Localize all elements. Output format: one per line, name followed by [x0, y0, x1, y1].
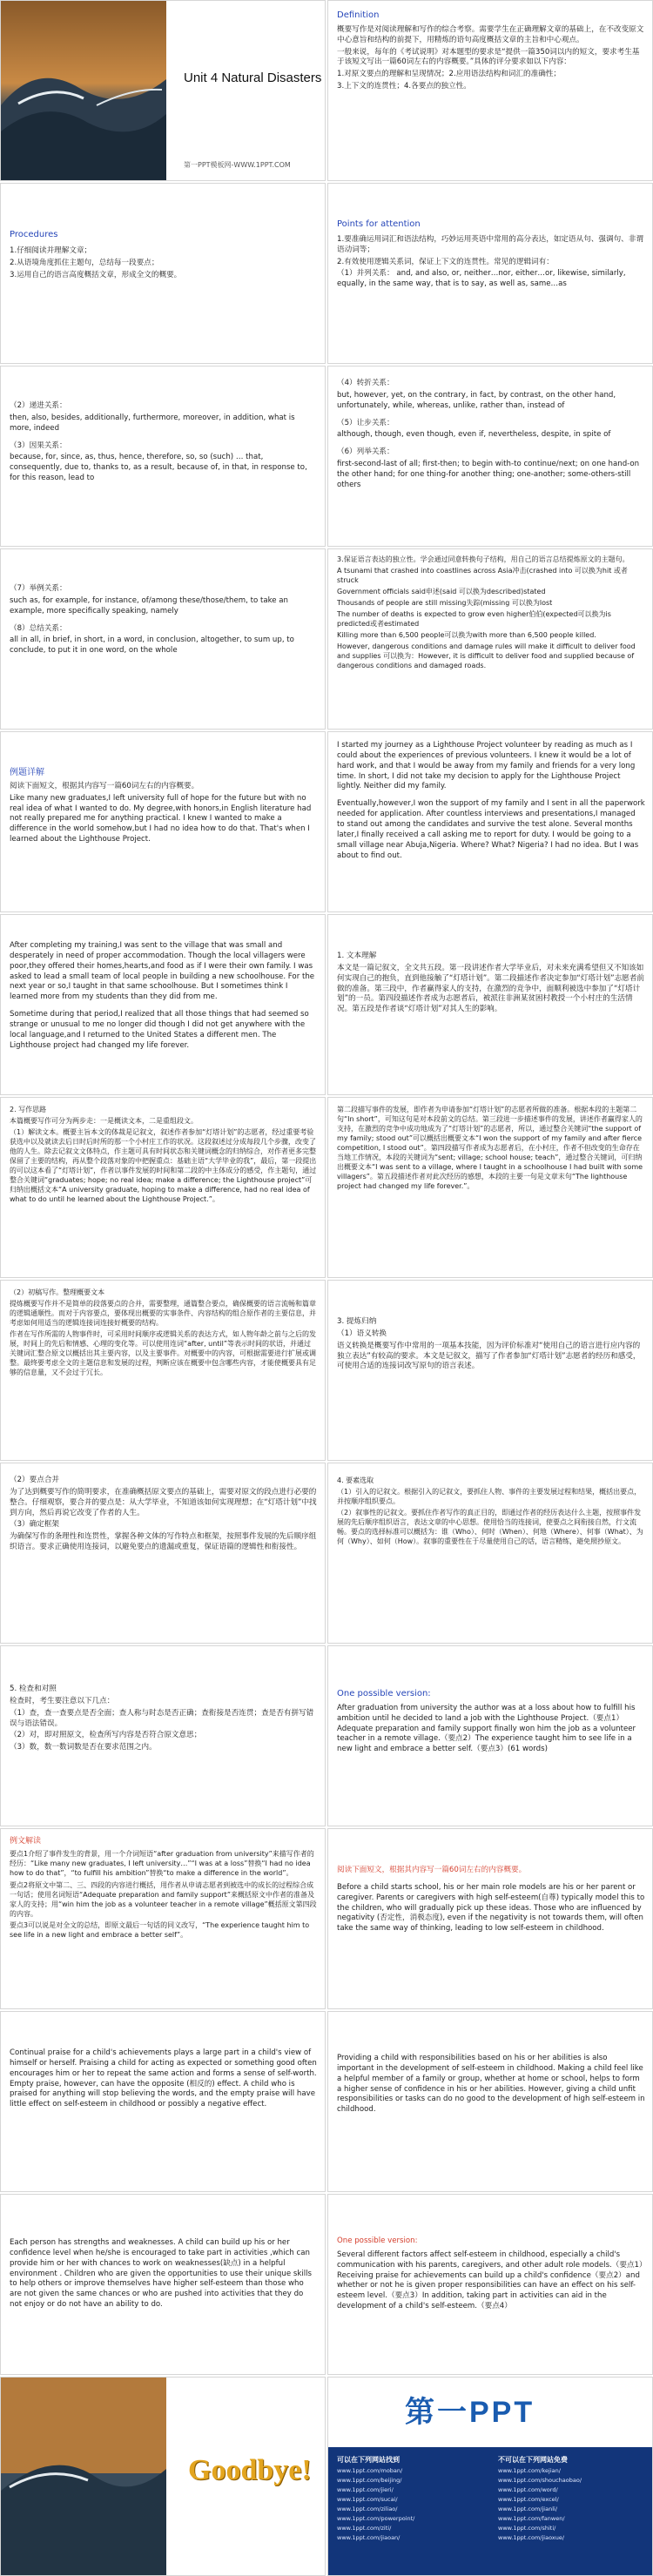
footer-link[interactable]: www.1ppt.com/word/ — [498, 2485, 558, 2493]
tips1-slide — [0, 1828, 326, 2009]
steps-line: 作者在写作所需的人物事件时，可采用时间顺序或逻辑关系的表达方式，如人物年龄之前与之后的发展，时间上的先后和情感、心理的变化等。可以使用连词“after, until”等表示时间的状语，并通过关键词汇整合原文以概括出其主要内容，以及主要事件。对概要中的内容，可根据需要进行扩展或调整。最终要考虑全文的主题信息和发展的过程，判断应该在概要中包含哪些内容，才能使概要具有足够的信息量，又不会过于冗长。 — [10, 1330, 316, 1377]
tips1-heading: 例文解读 — [10, 1837, 42, 1846]
relation-label: （6）列举关系： — [337, 447, 394, 457]
footer-link[interactable]: www.1ppt.com/ziti/ — [337, 2524, 392, 2532]
goodbye-wave-image — [1, 2378, 166, 2576]
relation-label: （3）因果关系： — [10, 441, 67, 450]
cover-slide — [0, 0, 326, 181]
attention-line: （1）并列关系： and, and also, or, neither…nor, either…or, likewise, similarly, equally, in the same way, that is to say, as well as, same…as — [337, 269, 626, 289]
story-paragraph: After completing my training,I was sent to the village that was small and desperately in need of proper accommodation. Though the local villagers were poor,they offered their homes,hearts,and food as if I were their own family. I was asked to lead a small team of local people in building a new schoolhouse. For the next year or so,I taught in that same schoolhouse. But I sometimes think I learned more from my students than they did from me. — [10, 941, 315, 1002]
steps-line: （2）叙事性的记叙文。要抓住作者写作的真正目的，即通过作者的经历表达什么主题，按照事件发展的先后顺序组织语言，表达文章的中心思想。使用恰当的连接词，使要点之间衔接自然，行文流畅。要点的选择标准可以概括为：谁（Who）、何时（When）、何地（Where）、何事（What）、为何（Why）、如何（How）。叙事的重要性在于尽量使用自己的话，语言精练，避免照抄原文。 — [337, 1509, 643, 1546]
relation-label: （2）递进关系： — [10, 401, 67, 410]
relation-words: first-second-last of all; first-then; to begin with-to continue/next; on one hand-on the other hand; for one thing-for another thing; one-another; some-others-still others — [337, 460, 640, 489]
tips1-line: 要点3可以说是对全文的总结，即原文最后一句话的同义改写，“The experience taught him to see life in a new light and embrace a better self”。 — [10, 1920, 310, 1939]
steps-line: 提炼概要写作并不是简单的段落要点的合并，需要整理，通篇整合要点，确保概要的语言流畅和篇章的逻辑通顺性。而对于内容要点，要体现出概要的实事条件、内容结构的组合原作者的主要信息，并考虑如何用适当的逻辑连接词连接好概要的结构。 — [10, 1300, 316, 1328]
definition-slide — [327, 0, 653, 181]
footer-col-1 — [337, 2454, 485, 2543]
footer-col1-heading: 可以在下列网站找到 — [337, 2456, 400, 2464]
goodbye-text: Goodbye! — [188, 2454, 312, 2486]
tsunami-wave-image — [1, 1, 166, 181]
footer-link[interactable]: www.1ppt.com/jieri/ — [337, 2485, 394, 2493]
footer-link[interactable]: www.1ppt.com/ziliao/ — [337, 2505, 398, 2512]
steps-line: 语义转换是概要写作中常用的一项基本技能，因为评价标准对“使用自己的语言进行应内容的独立表达”有较高的要求。本文是记叙文，描写了作者参加“灯塔计划”志愿者的经历和感受，可使用合适的连接词改写原句的语言表述。 — [337, 1341, 641, 1371]
story-paragraph: I started my journey as a Lighthouse Project volunteer by reading as much as I could about the experiences of previous volunteers. I knew it would be a lot of hard work, and that I would be away from my family and friends for a very long time. In short, I did not take my decision to apply for the Lighthouse Project lightly. Neither did my family. — [337, 741, 636, 791]
story-cont-slide — [327, 731, 653, 912]
check-heading: 5. 检查和对照 — [10, 1685, 57, 1693]
example1-line: 阅读下面短文，根据其内容写一篇60词左右的内容概要。 — [10, 781, 199, 790]
example2-text: Before a child starts school, his or her main role models are his or her parent or caregiver. Parents or caregivers with high self-esteem(自尊) typically model this to the children, who will gradually pick up these ideas. Those who are influenced by negativity (否定性，消极态度), even if the negativity is not towards them, will often take the same way of thinking, leading to low self-esteem in childhood. — [337, 1882, 645, 1934]
relation-label: （5）让步关系： — [337, 418, 394, 427]
point3-line: The number of deaths is expected to grow even higher伯伯(expected可以换为is predicted或者estimated — [337, 610, 611, 629]
analysis-text: 本文是一篇记叙文，全文共五段。第一段讲述作者大学毕业后，对未来充满希望但又不知该如何实现自己的抱负，直到他接触了“灯塔计划”。第二段描述作者决定参加“灯塔计划”志愿者前做的准备。第三段中，作者赢得家人的支持，在激烈的竞争中，面顺利被选中参加了“灯塔计划”的一员。第四段描述作者成为志愿者后，被派往非洲某贫困村教授一个小村庄的生活情况。第五段是作者谈“灯塔计划”对其人生的影响。 — [337, 963, 644, 1014]
example2-slide — [327, 1828, 653, 2009]
footer-link[interactable]: www.1ppt.com/jianli/ — [498, 2505, 558, 2512]
goodbye-slide — [0, 2377, 326, 2576]
answer2-heading: One possible version: — [337, 2236, 418, 2245]
steps-heading: （2）初稿写作。整理概要文本 — [10, 1288, 105, 1296]
footer-link[interactable]: www.1ppt.com/moban/ — [337, 2466, 403, 2474]
passage2a-slide — [0, 2011, 326, 2192]
footer-link[interactable]: www.1ppt.com/sucai/ — [337, 2495, 398, 2503]
passage2c-slide — [0, 2194, 326, 2375]
procedure-step: 1.仔细阅读并理解文章； — [10, 245, 92, 255]
check-line: （1）查，查一查要点是否全面；查人称与时态是否正确；查衔接是否连贯；查是否有拼写错误与语法错误。 — [10, 1708, 314, 1728]
steps-heading: 3. 提炼归纳 — [337, 1317, 377, 1326]
footer-link[interactable]: www.1ppt.com/beijing/ — [337, 2476, 402, 2484]
analysis1-slide — [327, 914, 653, 1095]
procedure-step: 2.从语境角度抓住主题句，总结每一段要点； — [10, 258, 159, 267]
attention-line: 2.有效使用逻辑关系词，保证上下文的连贯性。常见的逻辑词有： — [337, 257, 554, 266]
definition-heading: Definition — [337, 10, 380, 20]
steps-c-slide — [0, 1280, 326, 1461]
footer-col-2 — [498, 2454, 646, 2543]
steps-a-slide — [0, 1097, 326, 1278]
steps-line: 为了达到概要写作的简明要求，在准确概括原文要点的基础上，需要对原文的段点进行必要的整合。仔细观察，要合并的要点是：从大学毕业，不知道该如何实现理想；在“灯塔计划”中找到方向，然后再说它改变了作者的人生。 — [10, 1487, 317, 1517]
point3-line: A tsunami that crashed into coastlines across Asia冲击(crashed into 可以换为hit 或者struck — [337, 567, 628, 585]
relation-words: because, for, since, as, thus, hence, therefore, so, so (such) … that, consequently, due to, thanks to, as a result, because of, in that, in response to, for this reason, lead to — [10, 453, 307, 483]
attention-line: 1.要准确运用词汇和语法结构，巧妙运用英语中常用的高分表达，如定语从句、强调句、非谓语动词等； — [337, 234, 643, 254]
steps-b-slide — [327, 1097, 653, 1278]
procedures-slide — [0, 183, 326, 364]
answer2-text: Several different factors affect self-esteem in childhood, especially a child's communication with his parents, caregivers, and other adult role models.（要点1）Receiving praise for achievements can build up a child's confidence（要点2）and whether or not he is given proper responsibilities can have an effect on his self-esteem level.（要点3）In addition, taking part in activities can aid in the development of a child's self-esteem.（要点4） — [337, 2250, 643, 2311]
footer-link[interactable]: www.1ppt.com/kejian/ — [498, 2466, 561, 2474]
steps-heading: （2）要点合并 — [10, 1476, 60, 1484]
steps-line: 为确保写作的条理性和连贯性，掌握各种文体的写作特点和框架，按照事件发展的先后顺序组织语言。要求正确使用连接词，以避免要点的遗漏或重复，保证语篇的逻辑性和衔接性。 — [10, 1532, 317, 1552]
steps-f-slide — [327, 1463, 653, 1644]
example1-line: Like many new graduates,I left university full of hope for the future but with no real idea of what I wanted to do. My degree,with honors,in English literature had not really prepared me for anything practical. I knew I wanted to make a difference in the world somehow,but I had no idea how to do that. That's when I learned about the Lighthouse Project. — [10, 793, 312, 844]
steps-line: 第二段描写事件的发展，即作者为申请参加“灯塔计划”的志愿者所做的准备。根据本段的主题第二句“In short”，可知这句是对本段前文的总结。第三段进一步描述事件的发展，讲述作者赢得家人的支持，在激烈的竞争中成功地成为了“灯塔计划”的志愿者，所以，通过整合关键词“the support of my family; stood out”可以概括出概要文本“I won the support of my family and after fierce competition, I stood out”。第四段描写作者成为志愿者后，在小村庄，作者不但改变的生命存在当地工作情况，本段的关键词为“sent; village; school house; teach”，通过整合关键词，可归纳出概要文本“I was sent to a village, where I taught in a schoolhouse I had built with some villagers”。第五段描述作者对此次经历的感想，本段的主要一句是文章末句“The lighthouse project had changed my life forever.”。 — [337, 1106, 643, 1191]
check-slide — [0, 1645, 326, 1826]
example1-slide — [0, 731, 326, 912]
procedure-step: 3.运用自己的语言高度概括文章，形成全文的概要。 — [10, 270, 182, 279]
relation-label: （7）举例关系： — [10, 584, 67, 593]
relation-words: all in all, in brief, in short, in a word, in conclusion, altogether, to sum up, to conclude, to put it in one word, on the whole — [10, 636, 294, 656]
relation-label: （4）转折关系： — [337, 379, 394, 387]
footer-col2-heading: 不可以在下列网站免费 — [498, 2456, 568, 2464]
relation-words: although, though, even though, even if, nevertheless, despite, in spite of — [337, 430, 611, 440]
story-paragraph: Eventually,however,I won the support of my family and I sent in all the paperwork needed for application. After countless interviews and presentations,I managed to stand out among the candidates and survive the test alone. Several months later,I finally received a call asking me to report for duty. I would be going to a small village near Abuja,Nigeria. Where? What? Nigeria? I had no idea. But I was about to find out. — [337, 799, 645, 860]
steps-heading: （3）确定框架 — [10, 1520, 60, 1530]
footer-slide — [327, 2377, 653, 2576]
footer-link[interactable]: www.1ppt.com/shiti/ — [498, 2524, 556, 2532]
passage2b-slide — [327, 2011, 653, 2192]
footer-link[interactable]: www.1ppt.com/jiaoan/ — [337, 2533, 401, 2541]
definition-line: 概要写作是对阅读理解和写作的综合考察。需要学生在正确理解文章的基础上，在不改变原文中心意旨和结构的前提下，用精炼的语句高度概括文章的主旨和中心观点。 — [337, 24, 644, 44]
cover-site: 第一PPT模板网-WWW.1PPT.COM — [184, 161, 291, 169]
check-line: （2）对，即对照原文，检查所写内容是否符合原文意思； — [10, 1731, 202, 1740]
relation-words: then, also, besides, additionally, furthermore, moreover, in addition, what is more, indeed — [10, 413, 295, 433]
footer-link[interactable]: www.1ppt.com/fanwen/ — [498, 2514, 565, 2522]
relations-slide-b — [327, 366, 653, 547]
point3-line: Thousands of people are still missing失踪(missing 可以换为lost — [337, 599, 553, 608]
check-line: （3）数，数一数词数是否在要求范围之内。 — [10, 1743, 157, 1752]
relations-slide-c — [0, 548, 326, 730]
steps-line: （1）解读文本。概要主旨本文的体裁是记叙文，叙述作者参加“灯塔计划”的志愿者，经过重要考验获选中以及就读去后日时后时所的那一个小村庄工作的状况。这段叙述过分成每段几个步骤，改变了他的人生。除去记叙文文体特点，作主题可具有时间状态和关键词概念的归纳综合，对作者更多完整保留了主要的结构，再从整个段落对象的中把握重点：基础主语“大学毕业的我”，最后，第一段提出的可以这本看了“灯塔计划”，作者以事件发展的时间和第二段的中主体成分的感受，作主题句，通过整合关键词“graduates; hope; no real idea; make a difference; the Lighthouse project”可归纳出概括文本“A university graduate, hoping to make a difference, had no real idea of what to do until he learned about the Lighthouse Project.”。 — [10, 1128, 317, 1204]
tips1-line: 要点2将原文中第二、三、四段的内容进行概括，用作者从申请志愿者到被选中的成长的过程综合成一句话；使用名词短语“Adequate preparation and family support”来概括原文中作者的准备及家人的支持；用“win him the job as a volunteer teacher in a remote village”概括原文第四段的内容。 — [10, 1880, 317, 1918]
footer-link[interactable]: www.1ppt.com/shouchaobao/ — [498, 2476, 582, 2484]
footer-link[interactable]: www.1ppt.com/excel/ — [498, 2495, 559, 2503]
attention-heading: Points for attention — [337, 219, 421, 229]
answer1-slide — [327, 1645, 653, 1826]
steps-d-slide — [327, 1280, 653, 1461]
passage-text: Each person has strengths and weaknesses. A child can build up his or her confidence level when he/she is encouraged to take part in activities ,which can provide him or her with chances to work on weaknesses(缺点) in a helpful environment . Children who are given the opportunities to use their unique skills to help others or improve themselves have higher self-esteem than those who are not given the same chances or who are pushed into activities that they do not enjoy or do not have an ability to do. — [10, 2238, 312, 2310]
answer2-slide — [327, 2194, 653, 2375]
relation-words: but, however, yet, on the contrary, in fact, by contrast, on the other hand, unfortunately, while, whereas, unlike, rather than, instead of — [337, 390, 616, 410]
relations-slide-a — [0, 366, 326, 547]
check-line: 检查时，考生要注意以下几点： — [10, 1696, 115, 1705]
point3-line: Government officials said申述(said 可以换为described)stated — [337, 588, 546, 596]
steps-line: 本篇概要写作可分为两步走：一是概读文本，二是重组段文。 — [10, 1117, 198, 1126]
steps-line: （1）引入的记叙文。根据引入的记叙文，要抓住人物、事件的主要发展过程和结果，概括出要点，并按顺序组织要点。 — [337, 1488, 642, 1506]
relation-label: （8）总结关系： — [10, 623, 67, 633]
tips1-line: 要点1介绍了事件发生的背景，用一个介词短语“after graduation from university”来描写作者的经历：“Like many new graduates, I left university…”“I was at a loss”替换“I had no idea how to do that”，“to fulfill his ambition”替换“to make a difference in the world”。 — [10, 1850, 314, 1878]
definition-line: 1.对原文要点的理解和呈现情况；2.应用语法结构和词汇的准确性； — [337, 70, 562, 79]
footer-link[interactable]: www.1ppt.com/jiaoxue/ — [498, 2533, 565, 2541]
steps-heading: 4. 要素选取 — [337, 1476, 374, 1484]
steps-heading: （1）语义转换 — [337, 1328, 387, 1338]
steps-e-slide — [0, 1463, 326, 1644]
footer-logo: 第一PPT — [405, 2396, 535, 2429]
cover-title: Unit 4 Natural Disasters — [184, 71, 322, 85]
example1-heading: 例题详解 — [10, 768, 44, 777]
footer-link[interactable]: www.1ppt.com/powerpoint/ — [337, 2514, 415, 2522]
passage-text: Continual praise for a child's achievements plays a large part in a child's view of himself or herself. Praising a child for acting as expected or something good often encourages him or her to repeat the same action and forms a sense of self-worth. Empty praise, however, can have the opposite (相反的) effect. A child who is praised for anything will stop believing the words, and the empty praise will have little effect on self-esteem in childhood or possibly a negative effect. — [10, 2048, 317, 2109]
answer1-heading: One possible version: — [337, 1689, 431, 1698]
point3-line: Killing more than 6,500 people可以换为with more than 6,500 people killed. — [337, 631, 596, 640]
example2-heading: 阅读下面短文，根据其内容写一篇60词左右的内容概要。 — [337, 1866, 527, 1874]
story-paragraph: Sometime during that period,I realized that all those things that had seemed so strange or unusual to me no longer did though I did not get anywhere with the local language,and I returned to the United States a different men. The Lighthouse project had changed my life forever. — [10, 1010, 309, 1050]
point3-line: 3.保证语言表达的独立性。学会通过同意转换句子结构，用自己的语言总结提炼原文的主题句。 — [337, 555, 629, 563]
point3-line: However, dangerous conditions and damage rules will make it difficult to deliver food and supplies 可以换为：However, it is difficult to deliver food and supplied because of dangerous conditions and damaged roads. — [337, 642, 636, 670]
story-end-slide — [0, 914, 326, 1095]
attention-slide — [327, 183, 653, 364]
relation-words: such as, for example, for instance, of/among these/those/them, to take an example, more specifically speaking, namely — [10, 595, 288, 615]
point3-slide — [327, 548, 653, 730]
analysis-heading: 1. 文本理解 — [337, 952, 377, 960]
definition-line: 3.上下文的连贯性；4.各要点的独立性。 — [337, 82, 471, 91]
definition-line: 一般来说，每年的《考试说明》对本题型的要求是“提供一篇350词以内的短文，要求考生基于该短文写出一篇60词左右的内容概要。”具体的评分要求如以下内容： — [337, 47, 640, 67]
steps-heading: 2. 写作思路 — [10, 1106, 47, 1113]
passage-text: Providing a child with responsibilities based on his or her abilities is also important in the development of self-esteem in childhood. Making a child feel like a helpful member of a family or group, whether at home or school, helps to form a higher sense of confidence in his or her abilities. However, giving a child unfit responsibilities or tasks can do no good to the development of high self-esteem in childhood. — [337, 2054, 645, 2115]
procedures-heading: Procedures — [10, 230, 58, 239]
answer1-text: After graduation from university the author was at a loss about how to fulfill his ambition until he decided to land a job with the Lighthouse Project.（要点1）Adequate preparation and family support finally won him the job as a volunteer teacher in a remote village.（要点2）The experience taught him to see life in a new light and embrace a better self.（要点3）(61 words) — [337, 1703, 636, 1754]
